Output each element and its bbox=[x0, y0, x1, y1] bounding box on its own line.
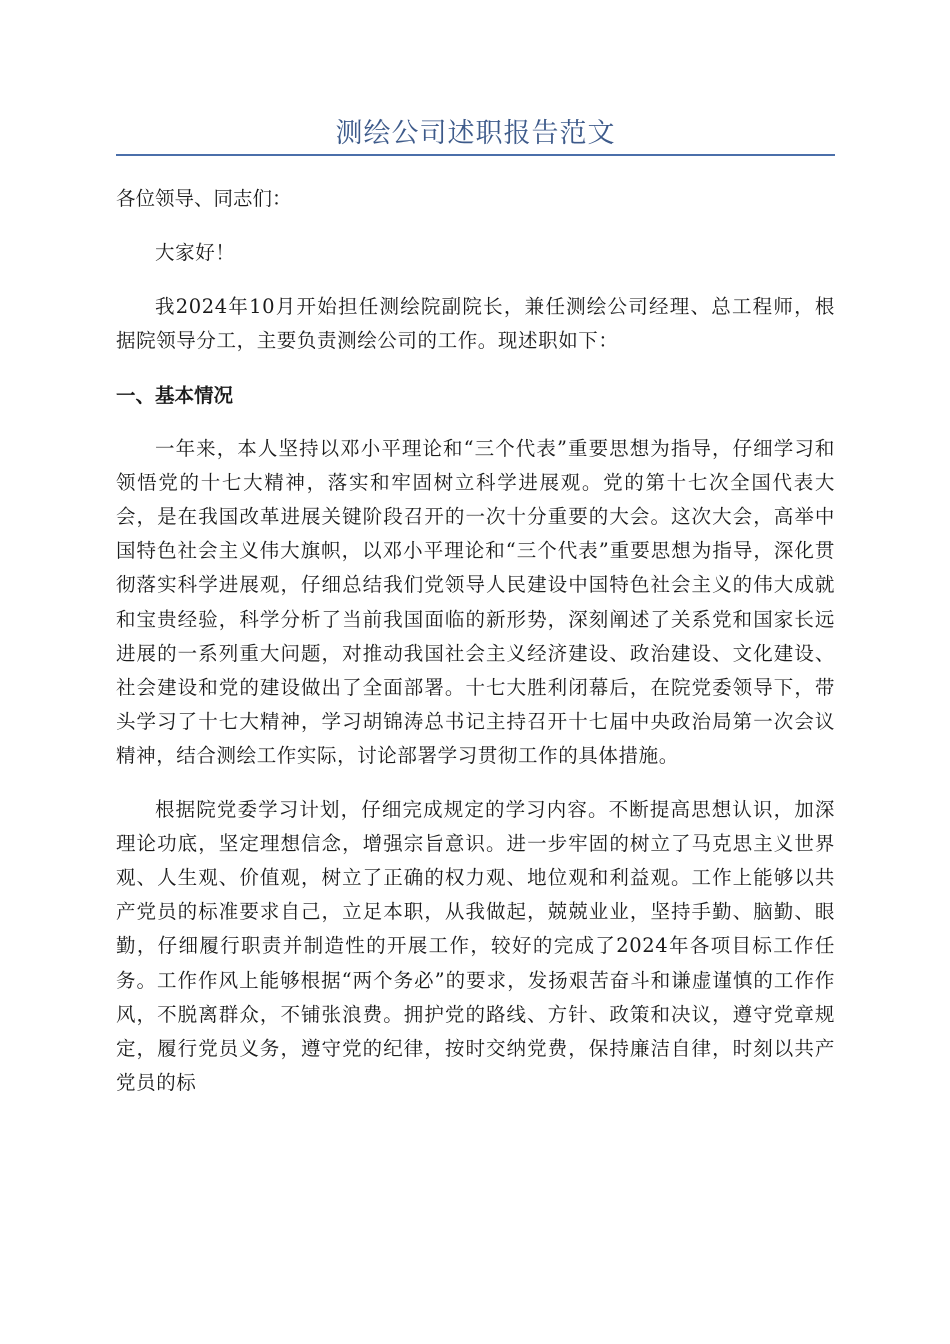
document-page bbox=[116, 0, 835, 1100]
body-paragraph-1: 一年来，本人坚持以邓小平理论和“三个代表”重要思想为指导，仔细学习和领悟党的十七大精神，落实和牢固树立科学进展观。党的第十七次全国代表大会，是在我国改革进展关键阶段召开的一次十分重要的大会。这次大会，高举中国特色社会主义伟大旗帜，以邓小平理论和“三个代表”重要思想为指导，深化贯彻落实科学进展观，仔细总结我们党领导人民建设中国特色社会主义的伟大成就和宝贵经验，科学分析了当前我国面临的新形势，深刻阐述了关系党和国家长远进展的一系列重大问题，对推动我国社会主义经济建设、政治建设、文化建设、社会建设和党的建设做出了全面部署。十七大胜利闭幕后，在院党委领导下，带头学习了十七大精神，学习胡锦涛总书记主持召开十七届中央政治局第一次会议精神，结合测绘工作实际，讨论部署学习贯彻工作的具体措施。 bbox=[116, 436, 835, 768]
greeting-line: 各位领导、同志们： bbox=[116, 187, 292, 210]
document-title: 测绘公司述职报告范文 bbox=[335, 118, 616, 149]
intro-paragraph: 我2024年10月开始担任测绘院副院长，兼任测绘公司经理、总工程师，根据院领导分工，主要负责测绘公司的工作。现述职如下： bbox=[116, 295, 835, 353]
salutation-line: 大家好！ bbox=[155, 241, 236, 264]
section-heading-basic-situation: 一、基本情况 bbox=[116, 383, 234, 407]
body-paragraph-2: 根据院党委学习计划，仔细完成规定的学习内容。不断提高思想认识，加深理论功底，坚定理想信念，增强宗旨意识。进一步牢固的树立了马克思主义世界观、人生观、价值观，树立了正确的权力观、地位观和利益观。工作上能够以共产党员的标准要求自己，立足本职，从我做起，兢兢业业，坚持手勤、脑勤、眼勤，仔细履行职责并制造性的开展工作，较好的完成了2024年各项目标工作任务。工作作风上能够根据“两个务必”的要求，发扬艰苦奋斗和谦虚谨慎的工作作风，不脱离群众，不铺张浪费。拥护党的路线、方针、政策和决议，遵守党章规定，履行党员义务，遵守党的纪律，按时交纳党费，保持廉洁自律，时刻以共产党员的标 bbox=[116, 797, 835, 1095]
title-underline bbox=[116, 154, 835, 156]
